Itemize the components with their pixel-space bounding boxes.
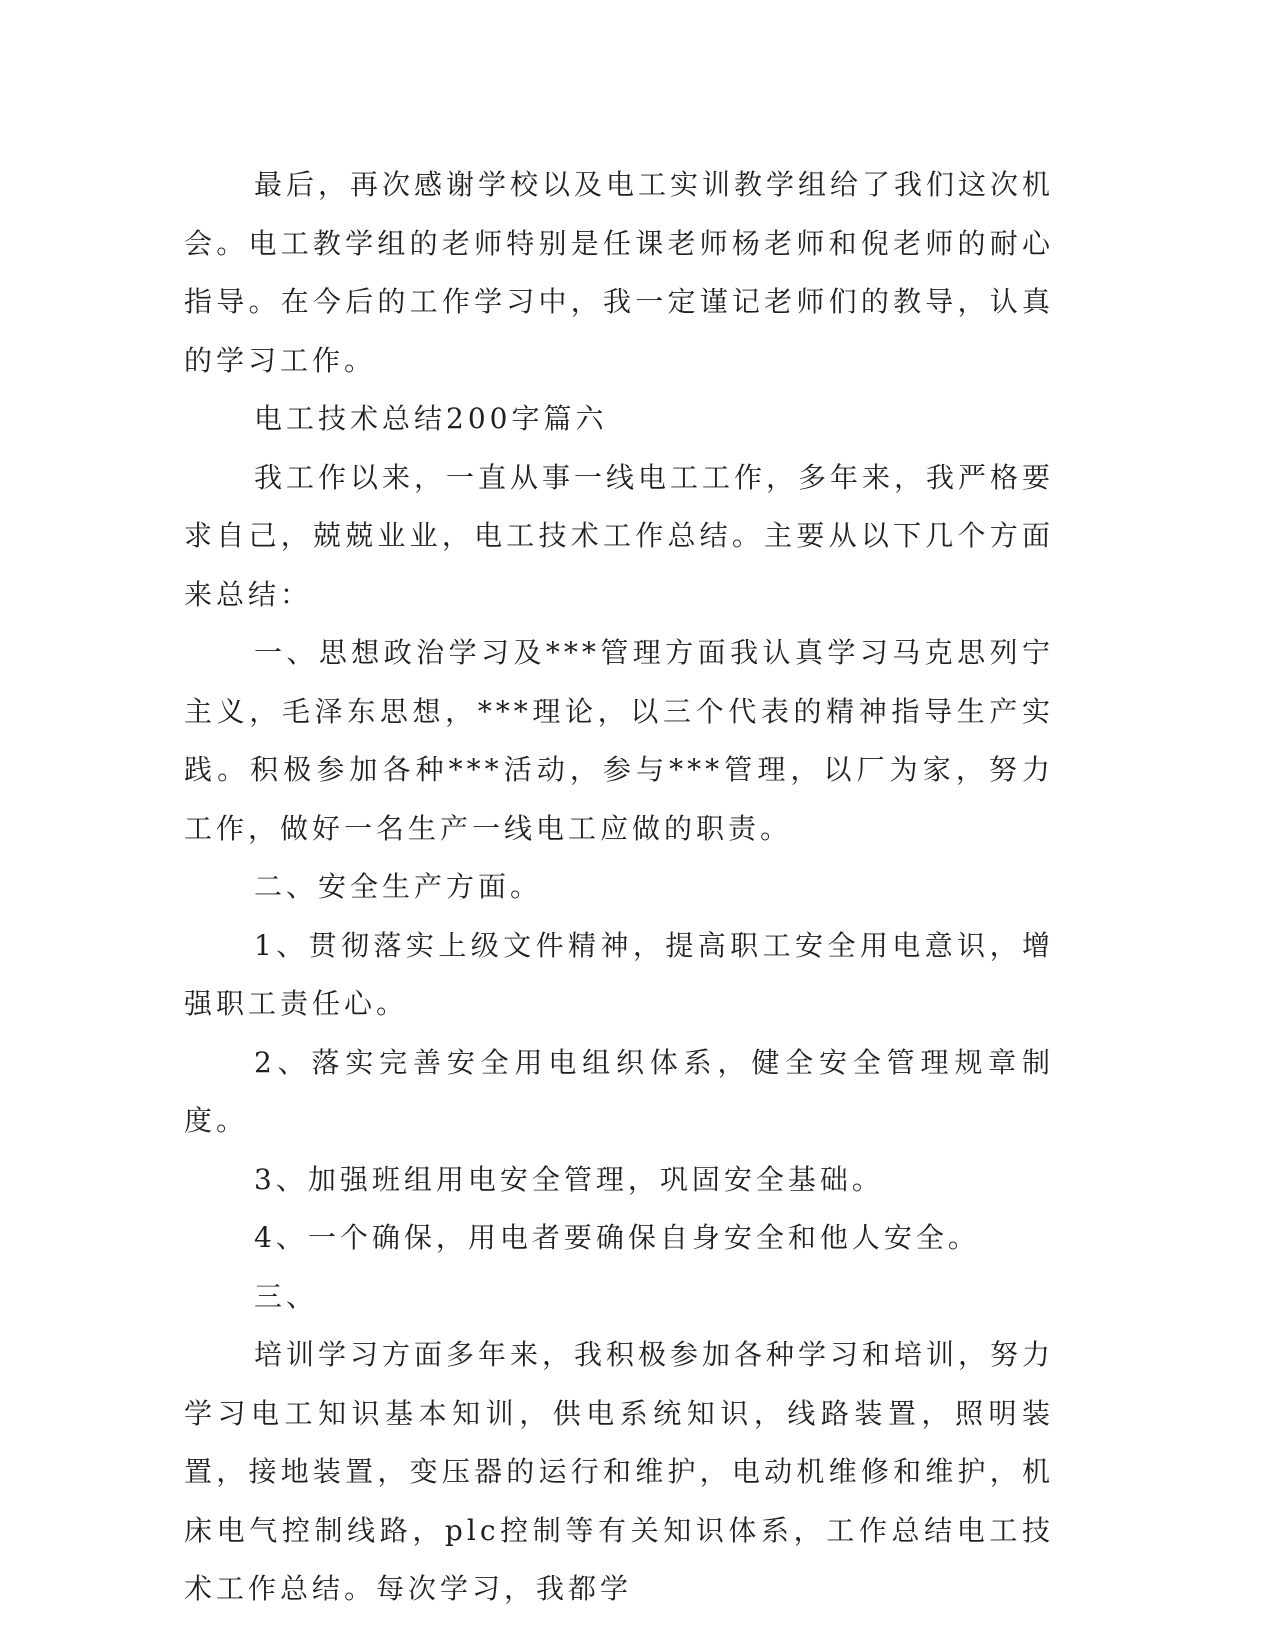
list-item-4: 4、一个确保，用电者要确保自身安全和他人安全。: [254, 1221, 980, 1254]
paragraph-section-three: 三、: [254, 1279, 319, 1313]
list-item-3: 3、加强班组用电安全管理，巩固安全基础。: [254, 1162, 884, 1196]
document-body: [184, 156, 1054, 1619]
paragraph-safety-heading: 二、安全生产方面。: [254, 870, 543, 903]
paragraph-closing-thanks: 最后，再次感谢学校以及电工实训教学组给了我们这次机会。电工教学组的老师特别是任课老师杨老师和倪老师的耐心指导。在今后的工作学习中，我一定谨记老师们的教导，认真的学习工作。: [184, 168, 1055, 377]
list-item-1: 1、贯彻落实上级文件精神，提高职工安全用电意识，增强职工责任心。: [184, 928, 1054, 1020]
paragraph-intro: 我工作以来，一直从事一线电工工作，多年来，我严格要求自己，兢兢业业，电工技术工作总结。主要从以下几个方面来总结：: [184, 460, 1055, 611]
paragraph-training: 培训学习方面多年来，我积极参加各种学习和培训，努力学习电工知识基本知训，供电系统知识，线路装置，照明装置，接地装置，变压器的运行和维护，电动机维修和维护，机床电气控制线路，plc控制等有关知识体系，工作总结电工技术工作总结。每次学习，我都学: [184, 1338, 1055, 1605]
paragraph-political-study: 一、思想政治学习及***管理方面我认真学习马克思列宁主义，毛泽东思想，***理论，以三个代表的精神指导生产实践。积极参加各种***活动，参与***管理，以厂为家，努力工作，做好一名生产一线电工应做的职责。: [184, 636, 1054, 845]
list-item-2: 2、落实完善安全用电组织体系，健全安全管理规章制度。: [184, 1045, 1054, 1137]
section-heading: 电工技术总结200字篇六: [254, 402, 608, 435]
